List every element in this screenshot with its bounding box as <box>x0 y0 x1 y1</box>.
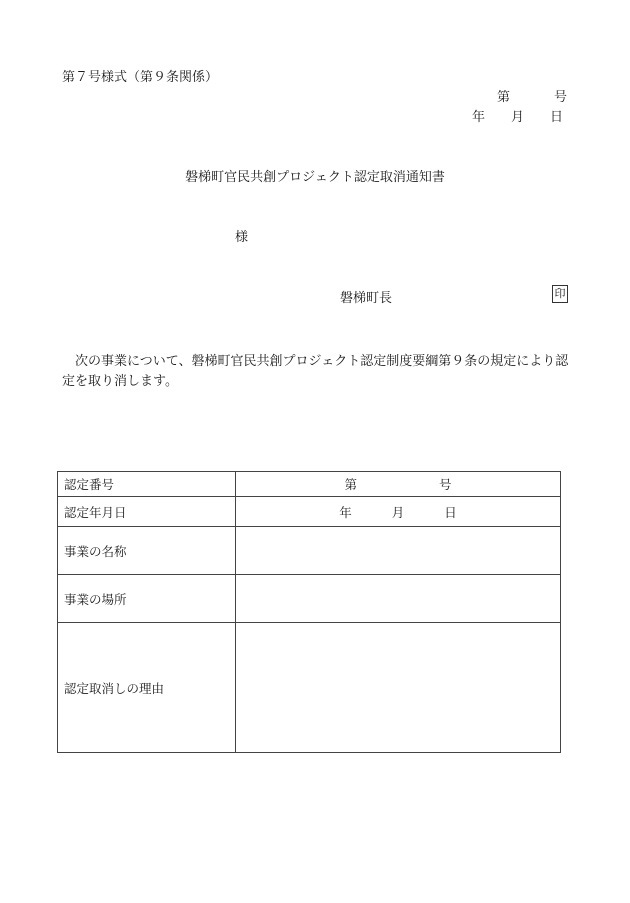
cert-date-month: 月 <box>391 504 405 520</box>
document-date <box>472 106 563 125</box>
table-row <box>58 472 561 497</box>
addressee-honorific: 様 <box>235 230 249 245</box>
document-date-day: 日 <box>550 110 564 125</box>
cert-number-suffix: 号 <box>439 477 452 492</box>
document-title: 磐梯町官民共創プロジェクト認定取消通知書 <box>185 170 445 185</box>
table-label-revocation-reason: 認定取消しの理由 <box>58 623 236 753</box>
seal-mark: 印 <box>552 285 568 303</box>
notice-body: 次の事業について、磐梯町官民共創プロジェクト認定制度要綱第９条の規定により認定を取り消します。 <box>62 354 569 389</box>
table-row <box>58 527 561 575</box>
table-row <box>58 575 561 623</box>
form-label: 第７号様式（第９条関係） <box>62 70 219 85</box>
certification-info-table <box>57 471 561 753</box>
document-number-prefix: 第 <box>497 90 511 105</box>
table-value-cert-number <box>236 472 561 497</box>
table-row <box>58 497 561 527</box>
document-number-suffix: 号 <box>554 90 568 105</box>
table-label-cert-number: 認定番号 <box>58 472 236 497</box>
issuer-name: 磐梯町長 <box>340 291 393 306</box>
cert-date-year: 年 <box>339 504 352 520</box>
table-value-project-name <box>236 527 561 575</box>
table-row <box>58 623 561 753</box>
document-date-year: 年 <box>472 110 486 125</box>
table-label-cert-date: 認定年月日 <box>58 497 236 527</box>
table-label-project-location: 事業の場所 <box>58 575 236 623</box>
table-value-cert-date <box>236 497 561 527</box>
table-value-project-location <box>236 575 561 623</box>
cert-date-day: 日 <box>444 504 457 520</box>
document-date-month: 月 <box>511 110 525 125</box>
cert-number-prefix: 第 <box>344 477 357 492</box>
table-value-revocation-reason <box>236 623 561 753</box>
table-label-project-name: 事業の名称 <box>58 527 236 575</box>
document-number <box>497 86 567 105</box>
